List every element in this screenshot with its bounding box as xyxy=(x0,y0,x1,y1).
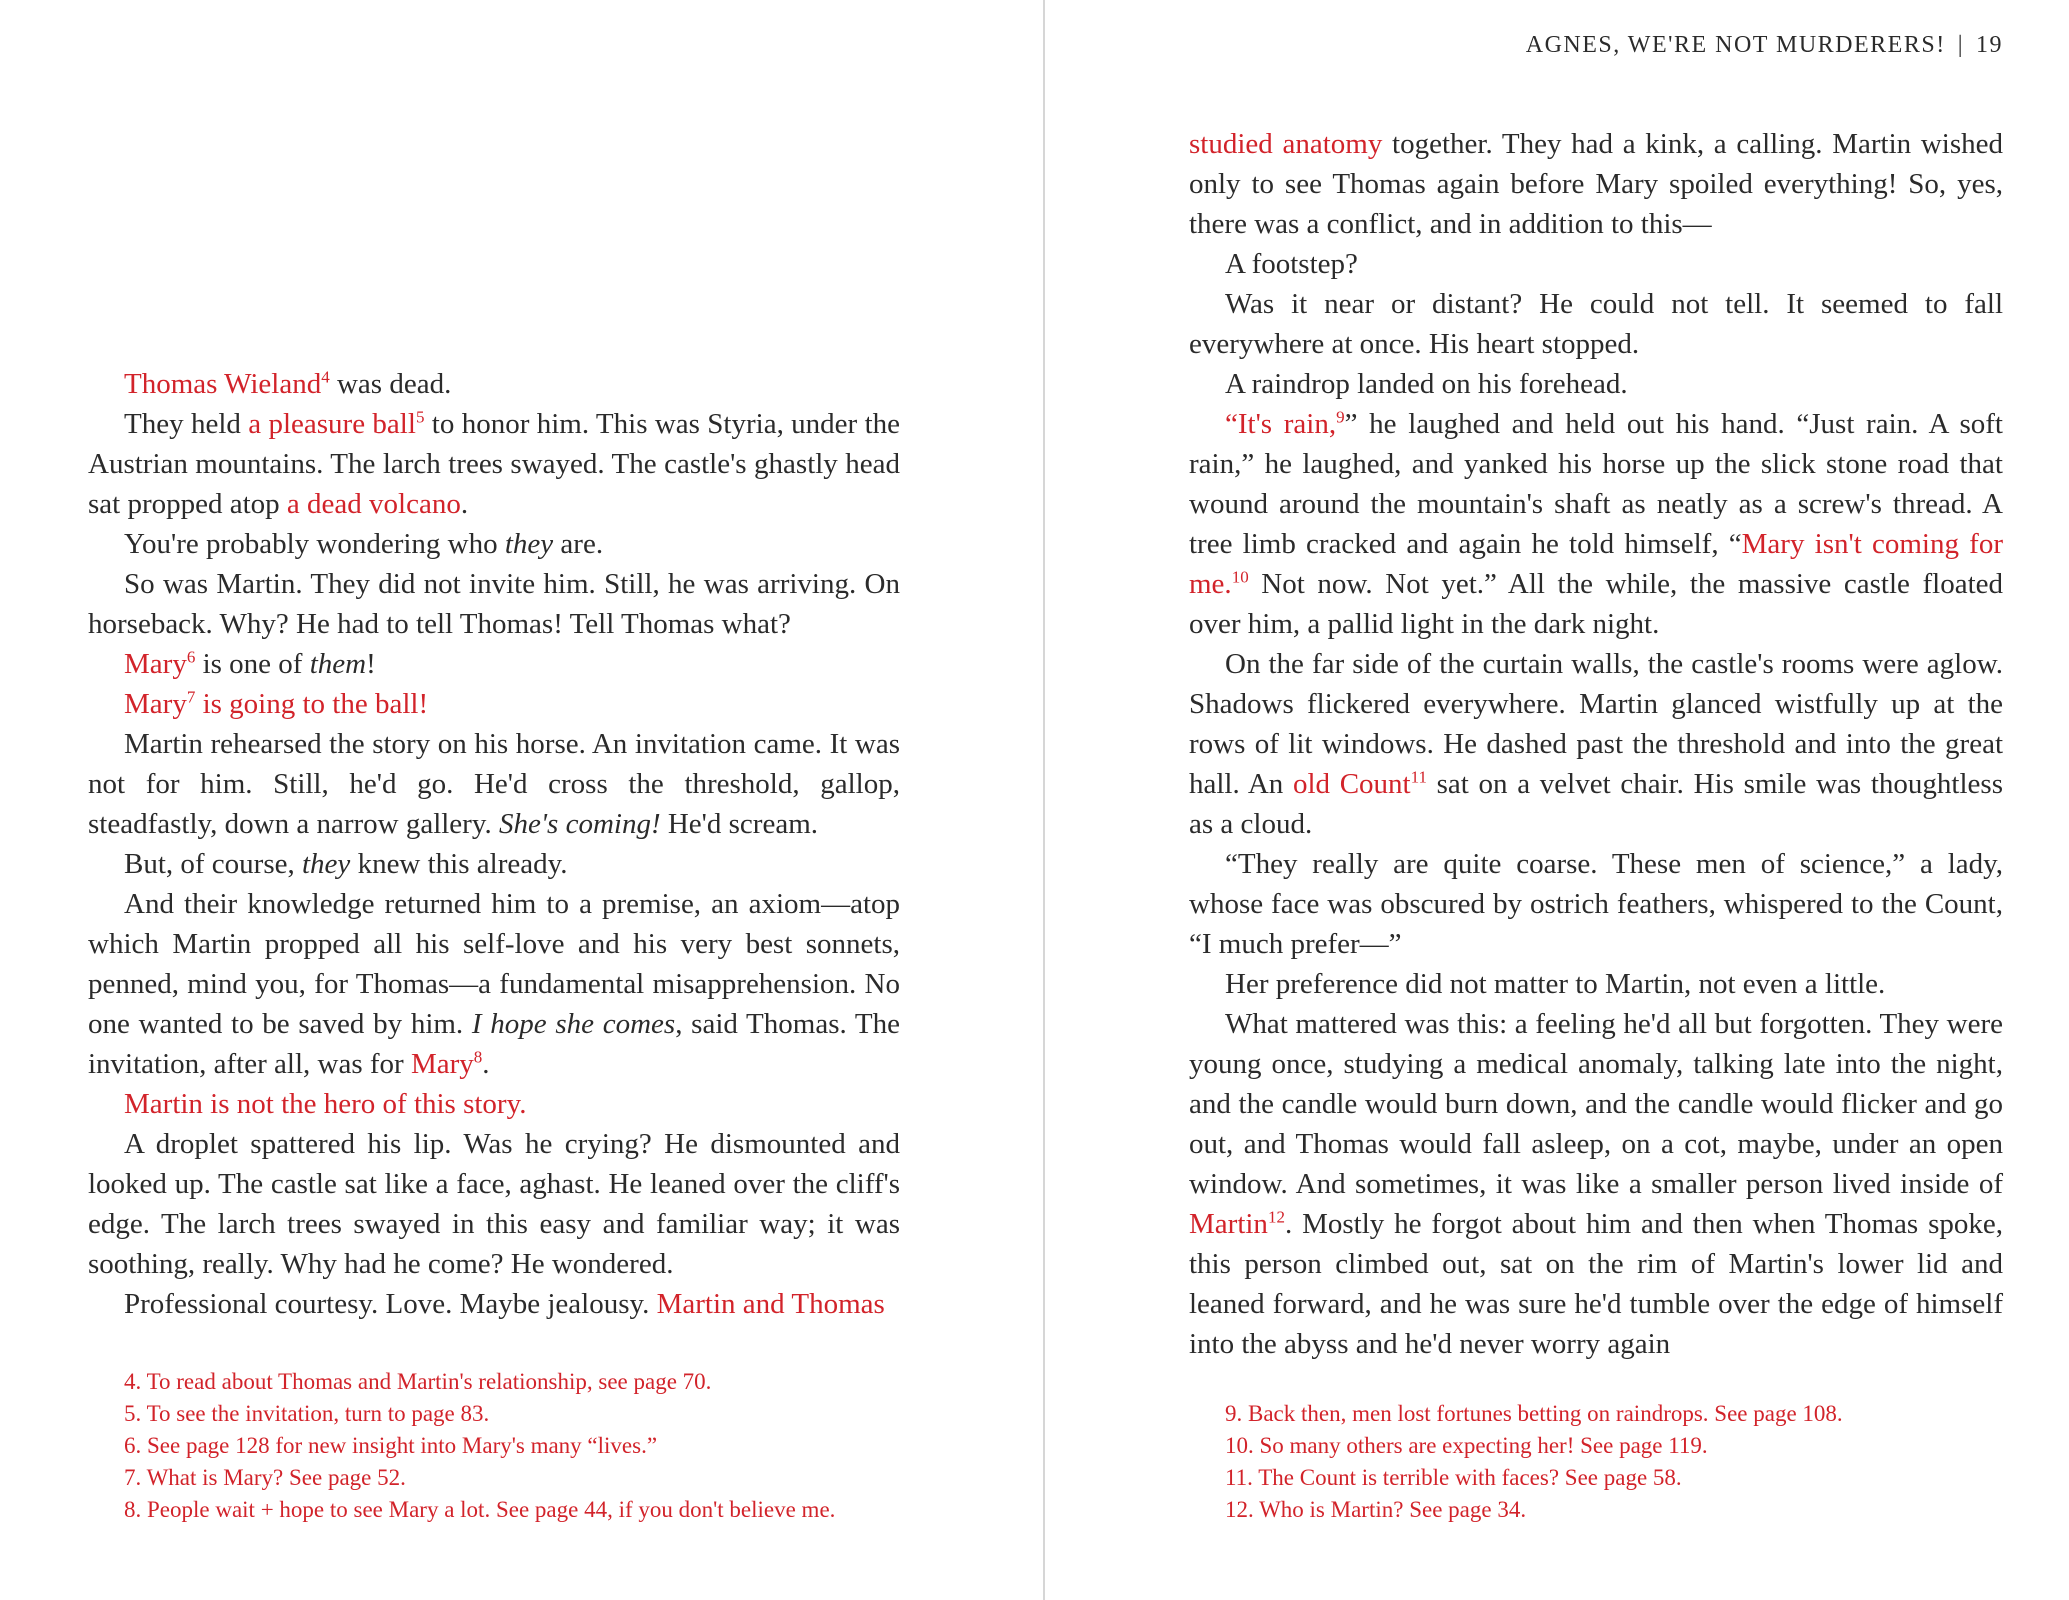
paragraph: And their knowledge returned him to a premise, an axiom—atop which Martin propped all his self-love and his very best sonnets, penned, mind you, for Thomas—a fundamental misapprehension. No one wanted to be saved by him. I hope she comes, said Thomas. The invitation, after all, was for Mary$^8$. xyxy=(88,888,901,1080)
paragraph: Thomas Wieland$^4$ was dead. xyxy=(124,367,452,400)
link-its-rain[interactable]: “It's rain,$^9$ xyxy=(1225,407,1345,440)
paragraph: “They really are quite coarse. These men of science,” a lady, whose face was obscured by ostrich feathers, whispered to the Count, “I much prefer—” xyxy=(1189,848,2003,960)
footnote-8[interactable]: 8. People wait + hope to see Mary a lot. See page 44, if you don't believe me. xyxy=(124,1497,836,1522)
page-gutter xyxy=(1043,0,1045,1600)
footnote-9[interactable]: 9. Back then, men lost fortunes betting on raindrops. See page 108. xyxy=(1225,1401,1843,1426)
footnote-6[interactable]: 6. See page 128 for new insight into Mary's many “lives.” xyxy=(124,1433,658,1458)
paragraph: But, of course, they knew this already. xyxy=(124,848,568,880)
link-not-the-hero[interactable]: Martin is not the hero of this story. xyxy=(124,1088,527,1120)
right-footnotes xyxy=(1225,1398,1843,1526)
running-header xyxy=(1526,32,2003,59)
link-thomas-wieland[interactable]: Thomas Wieland$^4$ xyxy=(124,367,330,400)
link-martin[interactable]: Martin$^{12}$ xyxy=(1189,1207,1285,1240)
right-page-text xyxy=(1189,124,2003,1364)
left-footnotes xyxy=(124,1366,835,1526)
paragraph: Professional courtesy. Love. Maybe jealousy. Martin and Thomas xyxy=(124,1288,885,1320)
footnote-5[interactable]: 5. To see the invitation, turn to page 83. xyxy=(124,1401,490,1426)
link-mary-ball[interactable]: Mary$^7$ is going to the ball! xyxy=(124,687,429,720)
paragraph: studied anatomy together. They had a kink, a calling. Martin wished only to see Thomas again before Mary spoiled everything! So, yes, there was a conflict, and in addition to this— xyxy=(1189,128,2003,240)
paragraph: What mattered was this: a feeling he'd all but forgotten. They were young once, studying a medical anomaly, talking late into the night, and the candle would burn down, and the candle would flicker and go out, and Thomas would fall asleep, on a cot, maybe, under an open window. And sometimes, it was like a smaller person lived inside of Martin$^{12}$. Mostly he forgot about him and then when Thomas spoke, this person climbed out, sat on the rim of Martin's lower lid and leaned forward, and he was sure he'd tumble over the edge of himself into the abyss and he'd never worry again xyxy=(1189,1008,2003,1360)
link-mary[interactable]: Mary$^6$ xyxy=(124,647,196,680)
link-old-count[interactable]: old Count$^{11}$ xyxy=(1292,767,1427,800)
paragraph: So was Martin. They did not invite him. Still, he was arriving. On horseback. Why? He had to tell Thomas! Tell Thomas what? xyxy=(88,568,900,640)
paragraph: A footstep? xyxy=(1225,248,1358,280)
link-mary-isnt-coming[interactable]: Mary isn't coming for me.$^{10}$ xyxy=(1189,528,2003,600)
paragraph: A droplet spattered his lip. Was he crying? He dismounted and looked up. The castle sat like a face, aghast. He leaned over the cliff's edge. The larch trees swayed in this easy and familiar way; it was soothing, really. Why had he come? He wondered. xyxy=(88,1128,900,1280)
paragraph: “It's rain,$^9$” he laughed and held out his hand. “Just rain. A soft rain,” he laughed, and yanked his horse up the slick stone road that wound around the mountain's shaft as neatly as a screw's thread. A tree limb cracked and again he told himself, “Mary isn't coming for me.$^{10}$ Not now. Not yet.” All the while, the massive castle floated over him, a pallid light in the dark night. xyxy=(1189,407,2003,640)
page-number: 19 xyxy=(1976,32,2003,58)
footnote-4[interactable]: 4. To read about Thomas and Martin's relationship, see page 70. xyxy=(124,1369,712,1394)
footnote-11[interactable]: 11. The Count is terrible with faces? See page 58. xyxy=(1225,1465,1682,1490)
paragraph: A raindrop landed on his forehead. xyxy=(1225,368,1628,400)
footnote-10[interactable]: 10. So many others are expecting her! See page 119. xyxy=(1225,1433,1708,1458)
paragraph: Was it near or distant? He could not tell. It seemed to fall everywhere at once. His heart stopped. xyxy=(1189,288,2003,360)
paragraph: They held a pleasure ball$^5$ to honor him. This was Styria, under the Austrian mountains. The larch trees swayed. The castle's ghastly head sat propped atop a dead volcano. xyxy=(88,407,900,520)
paragraph: Mary$^6$ is one of them! xyxy=(124,647,376,680)
paragraph: Her preference did not matter to Martin, not even a little. xyxy=(1225,968,1886,1000)
chapter-title: AGNES, WE'RE NOT MURDERERS! xyxy=(1525,32,1946,58)
link-pleasure-ball[interactable]: a pleasure ball$^5$ xyxy=(248,407,425,440)
header-separator: | xyxy=(1957,32,1964,58)
footnote-12[interactable]: 12. Who is Martin? See page 34. xyxy=(1225,1497,1527,1522)
paragraph: On the far side of the curtain walls, the castle's rooms were aglow. Shadows flickered everywhere. Martin glanced wistfully up at the rows of lit windows. He dashed past the threshold and into the great hall. An old Count$^{11}$ sat on a velvet chair. His smile was thoughtless as a cloud. xyxy=(1189,648,2003,840)
paragraph: Martin rehearsed the story on his horse. An invitation came. It was not for him. Still, he'd go. He'd cross the threshold, gallop, steadfastly, down a narrow gallery. She's coming! He'd scream. xyxy=(88,728,900,840)
left-page-text xyxy=(88,364,900,1324)
paragraph: You're probably wondering who they are. xyxy=(124,528,604,560)
link-dead-volcano[interactable]: a dead volcano xyxy=(286,488,461,520)
link-mary-invitation[interactable]: Mary$^8$ xyxy=(410,1047,483,1080)
footnote-7[interactable]: 7. What is Mary? See page 52. xyxy=(124,1465,406,1490)
link-martin-and-thomas[interactable]: Martin and Thomas xyxy=(656,1288,885,1320)
link-studied-anatomy[interactable]: studied anatomy xyxy=(1189,128,1383,160)
